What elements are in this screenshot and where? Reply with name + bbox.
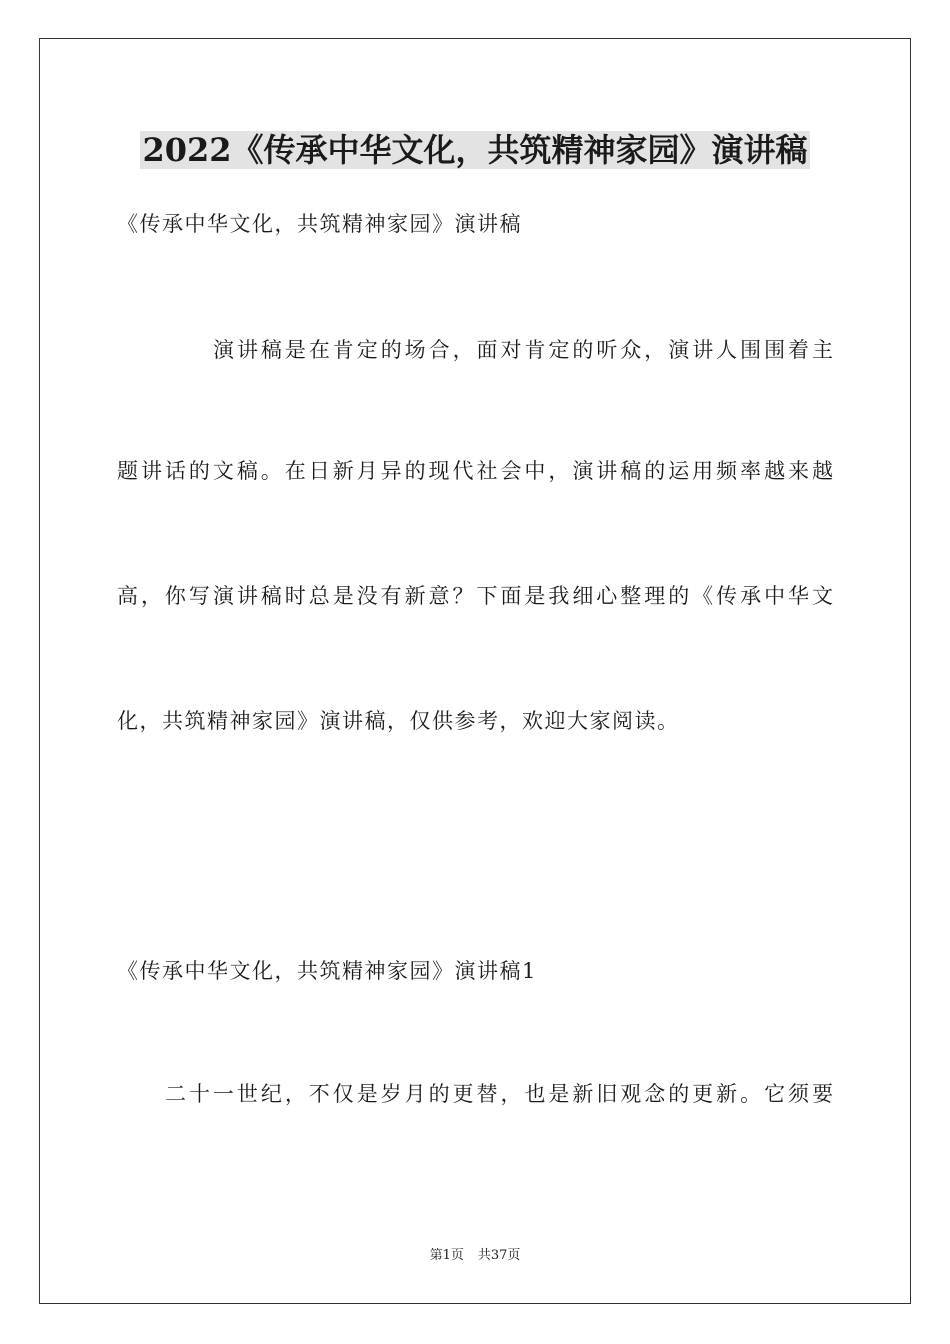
document-title-text: 2022《传承中华文化，共筑精神家园》演讲稿 [142, 131, 808, 169]
paragraph-line: 题讲话的文稿。在日新月异的现代社会中，演讲稿的运用频率越来越 [117, 459, 833, 483]
paragraph-line: 二十一世纪，不仅是岁月的更替，也是新旧观念的更新。它须要 [165, 1082, 833, 1106]
section-heading: 《传承中华文化，共筑精神家园》演讲稿1 [117, 959, 537, 983]
document-title [0, 128, 950, 172]
paragraph-line: 化，共筑精神家园》演讲稿，仅供参考，欢迎大家阅读。 [117, 709, 680, 733]
paragraph-line: 演讲稿是在肯定的场合，面对肯定的听众，演讲人围围着主 [213, 338, 833, 362]
paragraph-line: 高，你写演讲稿时总是没有新意？下面是我细心整理的《传承中华文 [117, 584, 833, 608]
page-total: 共37页 [477, 1248, 521, 1263]
document-subtitle: 《传承中华文化，共筑精神家园》演讲稿 [117, 212, 522, 236]
page-footer [0, 1247, 950, 1265]
page-number: 第1页 [429, 1248, 464, 1263]
